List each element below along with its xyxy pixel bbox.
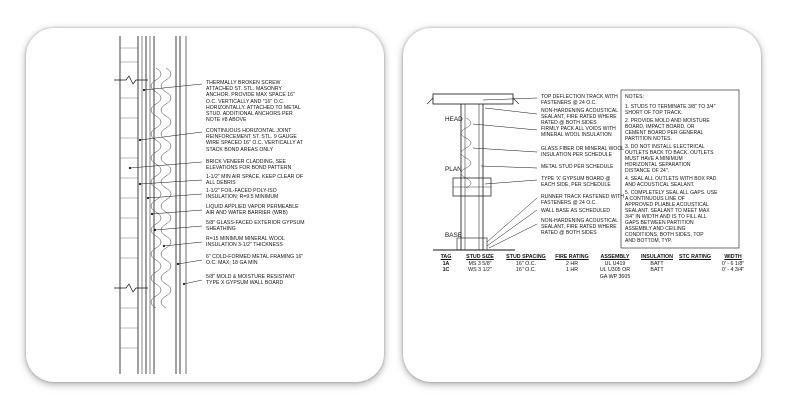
cell-stud-size: MS 3 5/8" bbox=[468, 260, 492, 267]
callout-runner-track: RUNNER TRACK FASTENED WITH FASTENERS @ 24 O.C. bbox=[541, 194, 624, 206]
note-mineral-wool: R=15 MINIMUM MINERAL WOOL INSULATION 3-1/2" THICKNESS bbox=[206, 236, 285, 249]
cell-width: 0' - 6 1/8" bbox=[721, 260, 745, 267]
cell-tag: 1C bbox=[442, 267, 450, 273]
note-brick-veneer: BRICK VENEER CLADDING, SEE ELEVATIONS FOR BOND PATTERN bbox=[206, 159, 292, 172]
table-row bbox=[433, 267, 753, 280]
note-3: 3. DO NOT INSTALL ELECTRICAL OUTLETS BACK TO BACK. OUTLETS MUST HAVE A MINIMUM HORIZONTAL SEPARATION DISTANCE OF 24". bbox=[625, 144, 714, 174]
note-joint-reinforcement: CONTINUOUS HORIZONTAL JOINT REINFORCEMENT ST. STL. 9 GAUGE WIRE SPACED 16" O.C. VERTICALLY AT STACK BOND AREAS ONLY bbox=[206, 128, 304, 153]
cell-stud-spacing: 16" O.C. bbox=[515, 260, 537, 267]
callout-gypsum-board: TYPE 'X' GYPSUM BOARD @ EACH SIDE, PER SCHEDULE bbox=[541, 176, 611, 188]
note-5: 5. COMPLETELY SEAL ALL GAPS. USE A CONTINUOUS LINE OF APPROVED PLIABLE ACOUSTICAL SEALANT. SEALANT TO MEET MAX 3/4" IN WIDTH AND IS TO FILL ALL GAPS BETWEEN PARTITION ASSEMBLY AND CEILING CONDITIONS, BOTH SIDES, TOP AND BOTTOM, TYP. bbox=[625, 190, 718, 244]
cell-insulation: BATT bbox=[650, 260, 664, 267]
callout-sealant-top: NON-HARDENING ACOUSTICAL SEALANT, FIRE RATED WHERE RATED @ BOTH SIDES bbox=[541, 108, 619, 126]
cell-stc-rating bbox=[677, 267, 713, 280]
cell-fire-rating: 1 HR bbox=[565, 267, 579, 273]
callout-pack-voids: FIRMLY PACK ALL VOIDS WITH MINERAL WOOL INSULATION bbox=[541, 126, 616, 138]
note-2: 2. PROVIDE MOLD AND MOISTURE BOARD, IMPACT BOARD, OR CEMENT BOARD PER GENERAL PARTITION NOTES. bbox=[625, 118, 710, 142]
partition-schedule-table bbox=[433, 254, 753, 280]
note-1: 1. STUDS TO TERMINATE 3/8" TO 3/4" SHORT OF TOP TRACK. bbox=[625, 104, 716, 116]
col-stc-rating-header: STC RATING bbox=[679, 254, 711, 260]
callout-sealant-bottom: NON-HARDENING ACOUSTICAL SEALANT, FIRE RATED WHERE RATED @ BOTH SIDES bbox=[541, 218, 619, 236]
callout-metal-stud: METAL STUD PER SCHEDULE bbox=[541, 164, 614, 170]
head-label: HEAD bbox=[445, 116, 463, 123]
cell-tag: 1A bbox=[442, 260, 450, 267]
callout-insulation: GLASS FIBER OR MINERAL WOOL INSULATION PER SCHEDULE bbox=[541, 146, 625, 158]
cell-insulation: BATT bbox=[650, 267, 664, 273]
cell-assembly: UL U305 OR GA WP 3605 bbox=[599, 267, 631, 280]
col-insulation-header: INSULATION bbox=[641, 254, 673, 260]
note-exterior-sheathing: 5/8" GLASS-FACED EXTERIOR GYPSUM SHEATHING bbox=[206, 220, 305, 233]
note-polyiso-insulation: 1-1/2" FOIL-FACED POLY-ISO INSULATION; R=9.5 MINIMUM bbox=[206, 188, 279, 201]
cell-fire-rating: 2 HR bbox=[565, 260, 579, 267]
note-air-water-barrier: LIQUID APPLIED VAPOR PERMEABLE AIR AND WATER BARRIER (WRB) bbox=[206, 204, 299, 217]
col-stud-spacing-header: STUD SPACING bbox=[506, 254, 546, 260]
masonry-wall-section-drawing bbox=[26, 28, 384, 382]
note-gypsum-board: 5/8" MOLD & MOISTURE RESISTANT TYPE X GYPSUM WALL BOARD bbox=[206, 274, 296, 287]
col-width-header: WIDTH bbox=[724, 254, 742, 260]
cell-assembly: UL U419 bbox=[604, 260, 626, 267]
col-tag-header: TAG bbox=[440, 254, 452, 260]
note-metal-framing: 6" COLD-FORMED METAL FRAMING 16" O.C. MAX; 18 GA MIN bbox=[206, 254, 304, 267]
callout-wall-base: WALL BASE AS SCHEDULED bbox=[541, 208, 611, 214]
cell-width: 0' - 4 3/4" bbox=[721, 267, 745, 273]
note-4: 4. SEAL ALL OUTLETS WITH BOX PAD AND ACOUSTICAL SEALANT. bbox=[625, 176, 717, 188]
base-label: BASE bbox=[445, 232, 463, 239]
notes-title: NOTES: bbox=[625, 94, 644, 100]
note-screw-anchor: THERMALLY BROKEN SCREW ATTACHED ST. STL. MASONRY ANCHOR. PROVIDE MAX SPACE 16" O.C. VERTICALLY AND "16" O.C. HORIZONTALLY. ATTACHED TO METAL STUD. ADDITIONAL ANCHORS PER NOTE #8 ABOVE bbox=[206, 80, 301, 124]
callout-top-track: TOP DEFLECTION TRACK WITH FASTENERS @ 24 O.C. bbox=[541, 94, 618, 106]
wall-section-detail-card bbox=[26, 28, 384, 382]
cell-stud-spacing: 16" O.C. bbox=[515, 267, 537, 273]
col-assembly-header: ASSEMBLY bbox=[600, 254, 630, 260]
cell-stud-size: WS 3 1/2" bbox=[468, 267, 492, 273]
partition-detail-card bbox=[403, 28, 761, 382]
plan-label: PLAN bbox=[445, 166, 462, 173]
note-air-space: 1-1/2" MIN AIR SPACE, KEEP CLEAR OF ALL DEBRIS bbox=[206, 174, 304, 187]
col-fire-rating-header: FIRE RATING bbox=[555, 254, 589, 260]
col-stud-size-header: STUD SIZE bbox=[466, 254, 494, 260]
